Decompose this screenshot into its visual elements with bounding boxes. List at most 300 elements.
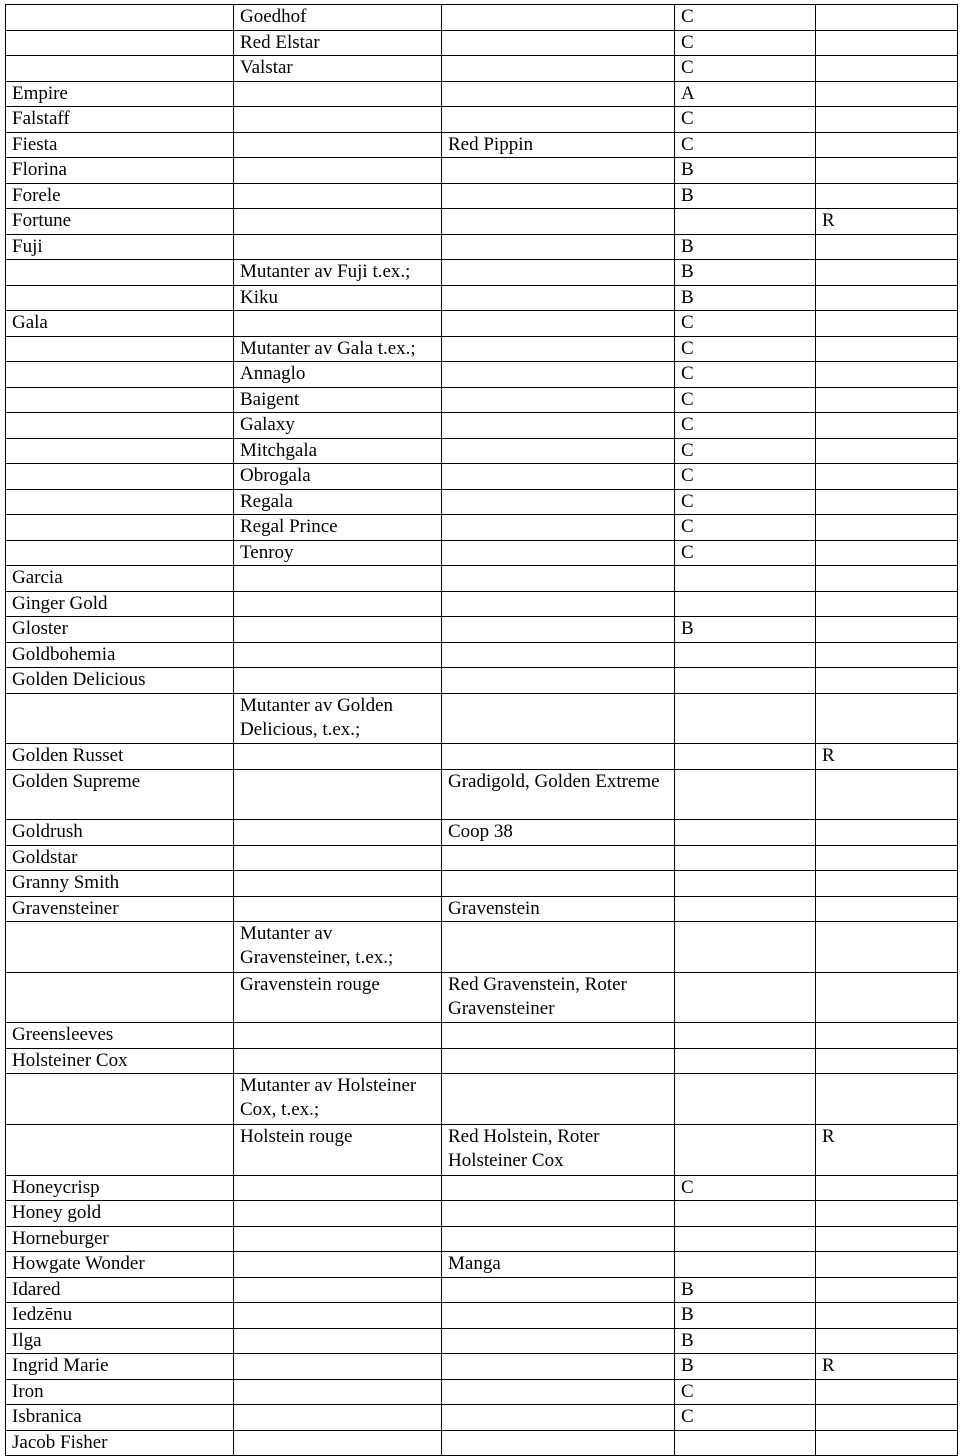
variety-name-cell: Iedzēnu (6, 1303, 234, 1329)
table-row (6, 1303, 958, 1329)
synonym-cell (442, 1023, 675, 1049)
synonym-cell (442, 668, 675, 694)
class-cell: B (675, 1303, 816, 1329)
mutant-cell (234, 132, 442, 158)
flag-cell: R (816, 1354, 958, 1380)
class-cell: B (675, 1328, 816, 1354)
class-cell: C (675, 387, 816, 413)
variety-name-cell: Fortune (6, 209, 234, 235)
variety-name-cell (6, 387, 234, 413)
class-cell (675, 1226, 816, 1252)
flag-cell (816, 234, 958, 260)
flag-cell (816, 769, 958, 820)
flag-cell (816, 845, 958, 871)
class-cell: C (675, 311, 816, 337)
variety-name-cell: Florina (6, 158, 234, 184)
class-cell (675, 871, 816, 897)
table-row (6, 362, 958, 388)
flag-cell (816, 1303, 958, 1329)
mutant-cell (234, 668, 442, 694)
flag-cell (816, 413, 958, 439)
class-cell (675, 1201, 816, 1227)
flag-cell: R (816, 209, 958, 235)
synonym-cell (442, 1354, 675, 1380)
mutant-cell (234, 1175, 442, 1201)
class-cell: A (675, 81, 816, 107)
variety-name-cell (6, 922, 234, 973)
table-row (6, 769, 958, 820)
mutant-cell (234, 1328, 442, 1354)
synonym-cell (442, 871, 675, 897)
class-cell: C (675, 1175, 816, 1201)
variety-name-cell: Horneburger (6, 1226, 234, 1252)
mutant-cell: Mutanter av Gala t.ex.; (234, 336, 442, 362)
variety-name-cell (6, 413, 234, 439)
variety-name-cell: Greensleeves (6, 1023, 234, 1049)
mutant-cell (234, 1430, 442, 1456)
flag-cell (816, 1226, 958, 1252)
class-cell (675, 896, 816, 922)
mutant-cell: Kiku (234, 285, 442, 311)
class-cell: C (675, 489, 816, 515)
synonym-cell (442, 922, 675, 973)
variety-name-cell: Golden Delicious (6, 668, 234, 694)
synonym-cell (442, 845, 675, 871)
flag-cell (816, 107, 958, 133)
class-cell (675, 769, 816, 820)
variety-name-cell: Goldrush (6, 820, 234, 846)
class-cell (675, 591, 816, 617)
class-cell (675, 820, 816, 846)
synonym-cell (442, 1430, 675, 1456)
synonym-cell (442, 566, 675, 592)
table-row (6, 1124, 958, 1175)
class-cell (675, 972, 816, 1023)
flag-cell (816, 311, 958, 337)
mutant-cell: Baigent (234, 387, 442, 413)
flag-cell (816, 1430, 958, 1456)
class-cell: C (675, 464, 816, 490)
class-cell (675, 744, 816, 770)
synonym-cell: Manga (442, 1252, 675, 1278)
mutant-cell (234, 871, 442, 897)
table-row (6, 922, 958, 973)
synonym-cell (442, 1405, 675, 1431)
class-cell (675, 1048, 816, 1074)
flag-cell (816, 336, 958, 362)
mutant-cell (234, 1048, 442, 1074)
table-row (6, 234, 958, 260)
flag-cell (816, 387, 958, 413)
class-cell (675, 1252, 816, 1278)
mutant-cell (234, 81, 442, 107)
table-row (6, 1023, 958, 1049)
mutant-cell (234, 896, 442, 922)
synonym-cell (442, 642, 675, 668)
variety-name-cell: Honey gold (6, 1201, 234, 1227)
flag-cell (816, 464, 958, 490)
table-row (6, 413, 958, 439)
flag-cell (816, 158, 958, 184)
flag-cell (816, 668, 958, 694)
variety-name-cell (6, 260, 234, 286)
flag-cell: R (816, 744, 958, 770)
flag-cell (816, 81, 958, 107)
mutant-cell: Mutanter av Golden Delicious, t.ex.; (234, 693, 442, 744)
mutant-cell (234, 845, 442, 871)
mutant-cell (234, 311, 442, 337)
mutant-cell: Valstar (234, 56, 442, 82)
mutant-cell: Mutanter av Holsteiner Cox, t.ex.; (234, 1074, 442, 1125)
flag-cell (816, 362, 958, 388)
synonym-cell (442, 693, 675, 744)
mutant-cell: Goedhof (234, 5, 442, 31)
synonym-cell (442, 311, 675, 337)
table-row (6, 1226, 958, 1252)
variety-name-cell (6, 540, 234, 566)
variety-name-cell (6, 30, 234, 56)
table-row (6, 642, 958, 668)
table-row (6, 1277, 958, 1303)
class-cell: B (675, 285, 816, 311)
synonym-cell (442, 107, 675, 133)
table-row (6, 591, 958, 617)
variety-name-cell: Ilga (6, 1328, 234, 1354)
variety-name-cell (6, 56, 234, 82)
table-row (6, 1328, 958, 1354)
synonym-cell (442, 1303, 675, 1329)
synonym-cell: Gradigold, Golden Extreme (442, 769, 675, 820)
synonym-cell (442, 617, 675, 643)
table-row (6, 260, 958, 286)
mutant-cell: Obrogala (234, 464, 442, 490)
synonym-cell (442, 413, 675, 439)
table-row (6, 387, 958, 413)
variety-name-cell: Honeycrisp (6, 1175, 234, 1201)
class-cell (675, 209, 816, 235)
class-cell: C (675, 30, 816, 56)
variety-name-cell: Iron (6, 1379, 234, 1405)
class-cell: B (675, 234, 816, 260)
synonym-cell (442, 540, 675, 566)
variety-name-cell: Ingrid Marie (6, 1354, 234, 1380)
table-row (6, 617, 958, 643)
class-cell: B (675, 260, 816, 286)
variety-name-cell (6, 1074, 234, 1125)
variety-name-cell (6, 1124, 234, 1175)
flag-cell (816, 132, 958, 158)
variety-name-cell: Jacob Fisher (6, 1430, 234, 1456)
synonym-cell (442, 1226, 675, 1252)
synonym-cell (442, 1201, 675, 1227)
flag-cell (816, 566, 958, 592)
table-body (6, 5, 958, 1456)
class-cell: B (675, 1354, 816, 1380)
class-cell: C (675, 107, 816, 133)
class-cell: C (675, 56, 816, 82)
flag-cell (816, 1201, 958, 1227)
mutant-cell (234, 617, 442, 643)
synonym-cell: Gravenstein (442, 896, 675, 922)
table-row (6, 540, 958, 566)
synonym-cell (442, 744, 675, 770)
synonym-cell (442, 515, 675, 541)
flag-cell (816, 1405, 958, 1431)
mutant-cell: Holstein rouge (234, 1124, 442, 1175)
synonym-cell (442, 336, 675, 362)
mutant-cell (234, 1354, 442, 1380)
synonym-cell: Red Holstein, Roter Holsteiner Cox (442, 1124, 675, 1175)
variety-name-cell (6, 515, 234, 541)
class-cell: C (675, 540, 816, 566)
variety-name-cell: Gloster (6, 617, 234, 643)
flag-cell (816, 260, 958, 286)
table-row (6, 1252, 958, 1278)
variety-name-cell (6, 336, 234, 362)
variety-name-cell: Gravensteiner (6, 896, 234, 922)
variety-name-cell: Fuji (6, 234, 234, 260)
table-row (6, 668, 958, 694)
table-row (6, 132, 958, 158)
mutant-cell (234, 769, 442, 820)
synonym-cell (442, 1074, 675, 1125)
mutant-cell: Galaxy (234, 413, 442, 439)
class-cell: C (675, 1379, 816, 1405)
mutant-cell (234, 642, 442, 668)
table-row (6, 1354, 958, 1380)
class-cell: C (675, 336, 816, 362)
variety-name-cell: Forele (6, 183, 234, 209)
mutant-cell: Gravenstein rouge (234, 972, 442, 1023)
class-cell: C (675, 438, 816, 464)
class-cell (675, 642, 816, 668)
table-row (6, 336, 958, 362)
table-row (6, 56, 958, 82)
flag-cell (816, 820, 958, 846)
class-cell: B (675, 1277, 816, 1303)
table-row (6, 438, 958, 464)
variety-name-cell: Holsteiner Cox (6, 1048, 234, 1074)
variety-name-cell: Goldstar (6, 845, 234, 871)
synonym-cell (442, 234, 675, 260)
synonym-cell (442, 81, 675, 107)
variety-name-cell: Gala (6, 311, 234, 337)
table-row (6, 744, 958, 770)
table-row (6, 107, 958, 133)
apple-variety-table (5, 4, 958, 1456)
synonym-cell (442, 489, 675, 515)
flag-cell (816, 1048, 958, 1074)
table-row (6, 566, 958, 592)
table-row (6, 209, 958, 235)
mutant-cell (234, 1252, 442, 1278)
table-row (6, 1379, 958, 1405)
table-row (6, 1405, 958, 1431)
flag-cell (816, 1023, 958, 1049)
mutant-cell (234, 209, 442, 235)
variety-name-cell: Falstaff (6, 107, 234, 133)
synonym-cell: Coop 38 (442, 820, 675, 846)
mutant-cell (234, 566, 442, 592)
table-row (6, 311, 958, 337)
mutant-cell (234, 158, 442, 184)
variety-name-cell (6, 693, 234, 744)
class-cell (675, 693, 816, 744)
mutant-cell: Red Elstar (234, 30, 442, 56)
flag-cell (816, 1252, 958, 1278)
mutant-cell (234, 820, 442, 846)
variety-name-cell: Isbranica (6, 1405, 234, 1431)
flag-cell (816, 30, 958, 56)
class-cell (675, 845, 816, 871)
variety-name-cell: Golden Supreme (6, 769, 234, 820)
variety-name-cell (6, 362, 234, 388)
variety-name-cell (6, 464, 234, 490)
table-row (6, 972, 958, 1023)
synonym-cell (442, 591, 675, 617)
flag-cell (816, 922, 958, 973)
variety-name-cell (6, 285, 234, 311)
synonym-cell (442, 464, 675, 490)
class-cell (675, 1023, 816, 1049)
class-cell: B (675, 617, 816, 643)
table-row (6, 489, 958, 515)
synonym-cell (442, 183, 675, 209)
class-cell: C (675, 5, 816, 31)
flag-cell: R (816, 1124, 958, 1175)
flag-cell (816, 515, 958, 541)
flag-cell (816, 1175, 958, 1201)
table-row (6, 871, 958, 897)
variety-name-cell: Garcia (6, 566, 234, 592)
mutant-cell: Mutanter av Fuji t.ex.; (234, 260, 442, 286)
class-cell (675, 1430, 816, 1456)
mutant-cell: Regala (234, 489, 442, 515)
class-cell: C (675, 413, 816, 439)
table-row (6, 1074, 958, 1125)
class-cell (675, 1074, 816, 1125)
synonym-cell: Red Gravenstein, Roter Gravensteiner (442, 972, 675, 1023)
table-row (6, 1175, 958, 1201)
variety-name-cell (6, 489, 234, 515)
mutant-cell: Regal Prince (234, 515, 442, 541)
table-row (6, 896, 958, 922)
table-row (6, 845, 958, 871)
flag-cell (816, 693, 958, 744)
variety-name-cell: Fiesta (6, 132, 234, 158)
table-row (6, 285, 958, 311)
class-cell: B (675, 183, 816, 209)
variety-name-cell: Idared (6, 1277, 234, 1303)
variety-name-cell: Goldbohemia (6, 642, 234, 668)
synonym-cell (442, 158, 675, 184)
mutant-cell (234, 1201, 442, 1227)
class-cell (675, 668, 816, 694)
class-cell: C (675, 362, 816, 388)
class-cell: C (675, 1405, 816, 1431)
synonym-cell (442, 1048, 675, 1074)
flag-cell (816, 591, 958, 617)
flag-cell (816, 1379, 958, 1405)
class-cell (675, 1124, 816, 1175)
table-row (6, 30, 958, 56)
flag-cell (816, 438, 958, 464)
class-cell (675, 922, 816, 973)
flag-cell (816, 540, 958, 566)
table-row (6, 81, 958, 107)
flag-cell (816, 972, 958, 1023)
flag-cell (816, 285, 958, 311)
mutant-cell: Annaglo (234, 362, 442, 388)
synonym-cell (442, 362, 675, 388)
table-row (6, 158, 958, 184)
synonym-cell (442, 438, 675, 464)
flag-cell (816, 183, 958, 209)
mutant-cell (234, 591, 442, 617)
flag-cell (816, 896, 958, 922)
synonym-cell (442, 285, 675, 311)
mutant-cell (234, 1303, 442, 1329)
synonym-cell (442, 56, 675, 82)
table-row (6, 1201, 958, 1227)
mutant-cell (234, 234, 442, 260)
table-row (6, 464, 958, 490)
table-row (6, 820, 958, 846)
table-row (6, 693, 958, 744)
variety-name-cell: Empire (6, 81, 234, 107)
mutant-cell: Mutanter av Gravensteiner, t.ex.; (234, 922, 442, 973)
variety-name-cell: Granny Smith (6, 871, 234, 897)
variety-name-cell: Howgate Wonder (6, 1252, 234, 1278)
synonym-cell (442, 1277, 675, 1303)
class-cell: C (675, 515, 816, 541)
synonym-cell (442, 1175, 675, 1201)
flag-cell (816, 642, 958, 668)
synonym-cell (442, 260, 675, 286)
flag-cell (816, 617, 958, 643)
mutant-cell (234, 107, 442, 133)
flag-cell (816, 871, 958, 897)
synonym-cell (442, 1328, 675, 1354)
flag-cell (816, 1074, 958, 1125)
mutant-cell: Mitchgala (234, 438, 442, 464)
mutant-cell (234, 1023, 442, 1049)
table-row (6, 515, 958, 541)
variety-name-cell: Golden Russet (6, 744, 234, 770)
table-row (6, 183, 958, 209)
synonym-cell (442, 30, 675, 56)
variety-name-cell (6, 5, 234, 31)
flag-cell (816, 1328, 958, 1354)
flag-cell (816, 5, 958, 31)
table-row (6, 5, 958, 31)
table-row (6, 1430, 958, 1456)
mutant-cell (234, 744, 442, 770)
class-cell (675, 566, 816, 592)
mutant-cell (234, 183, 442, 209)
class-cell: B (675, 158, 816, 184)
variety-name-cell (6, 972, 234, 1023)
flag-cell (816, 489, 958, 515)
mutant-cell (234, 1405, 442, 1431)
flag-cell (816, 56, 958, 82)
synonym-cell (442, 209, 675, 235)
mutant-cell (234, 1277, 442, 1303)
variety-name-cell: Ginger Gold (6, 591, 234, 617)
synonym-cell (442, 387, 675, 413)
class-cell: C (675, 132, 816, 158)
synonym-cell (442, 1379, 675, 1405)
